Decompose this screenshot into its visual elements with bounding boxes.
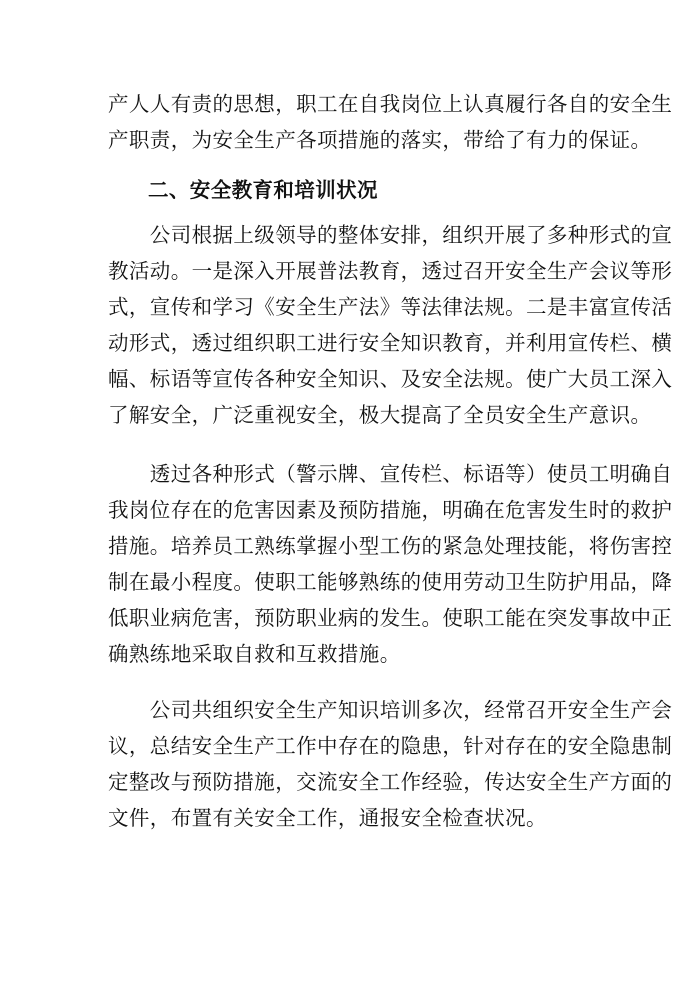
text-line: 产人人有责的思想，职工在自我岗位上认真履行各自的安全生 [108, 92, 673, 116]
paragraph-intro-continuation [108, 86, 673, 158]
section-heading: 二、安全教育和培训状况 [148, 178, 378, 202]
paragraph-training-sessions [108, 692, 673, 836]
text-line: 措施。培养员工熟练掌握小型工伤的紧急处理技能，将伤害控 [108, 534, 673, 558]
text-line: 公司根据上级领导的整体安排，组织开展了多种形式的宣 [108, 223, 673, 247]
text-line: 制在最小程度。使职工能够熟练的使用劳动卫生防护用品，降 [108, 570, 673, 594]
text-line: 议，总结安全生产工作中存在的隐患，针对存在的安全隐患制 [108, 734, 673, 758]
text-line: 我岗位存在的危害因素及预防措施，明确在危害发生时的救护 [108, 498, 673, 522]
paragraph-hazard-awareness [108, 456, 673, 672]
text-line: 教活动。一是深入开展普法教育，透过召开安全生产会议等形 [108, 259, 673, 283]
text-line: 式，宣传和学习《安全生产法》等法律法规。二是丰富宣传活 [108, 295, 673, 319]
text-line: 定整改与预防措施，交流安全工作经验，传达安全生产方面的 [108, 770, 673, 794]
text-line: 透过各种形式（警示牌、宣传栏、标语等）使员工明确自 [108, 462, 673, 486]
text-line: 幅、标语等宣传各种安全知识、及安全法规。使广大员工深入 [108, 367, 673, 391]
text-line: 文件，布置有关安全工作，通报安全检查状况。 [108, 806, 547, 830]
text-line: 产职责，为安全生产各项措施的落实，带给了有力的保证。 [108, 128, 652, 152]
text-line: 确熟练地采取自救和互救措施。 [108, 642, 401, 666]
paragraph-publicity-activities [108, 217, 673, 433]
text-line: 动形式，透过组织职工进行安全知识教育，并利用宣传栏、横 [108, 331, 673, 355]
text-line: 低职业病危害，预防职业病的发生。使职工能在突发事故中正 [108, 606, 673, 630]
text-line: 了解安全，广泛重视安全，极大提高了全员安全生产意识。 [108, 403, 652, 427]
text-line: 公司共组织安全生产知识培训多次，经常召开安全生产会 [108, 698, 673, 722]
